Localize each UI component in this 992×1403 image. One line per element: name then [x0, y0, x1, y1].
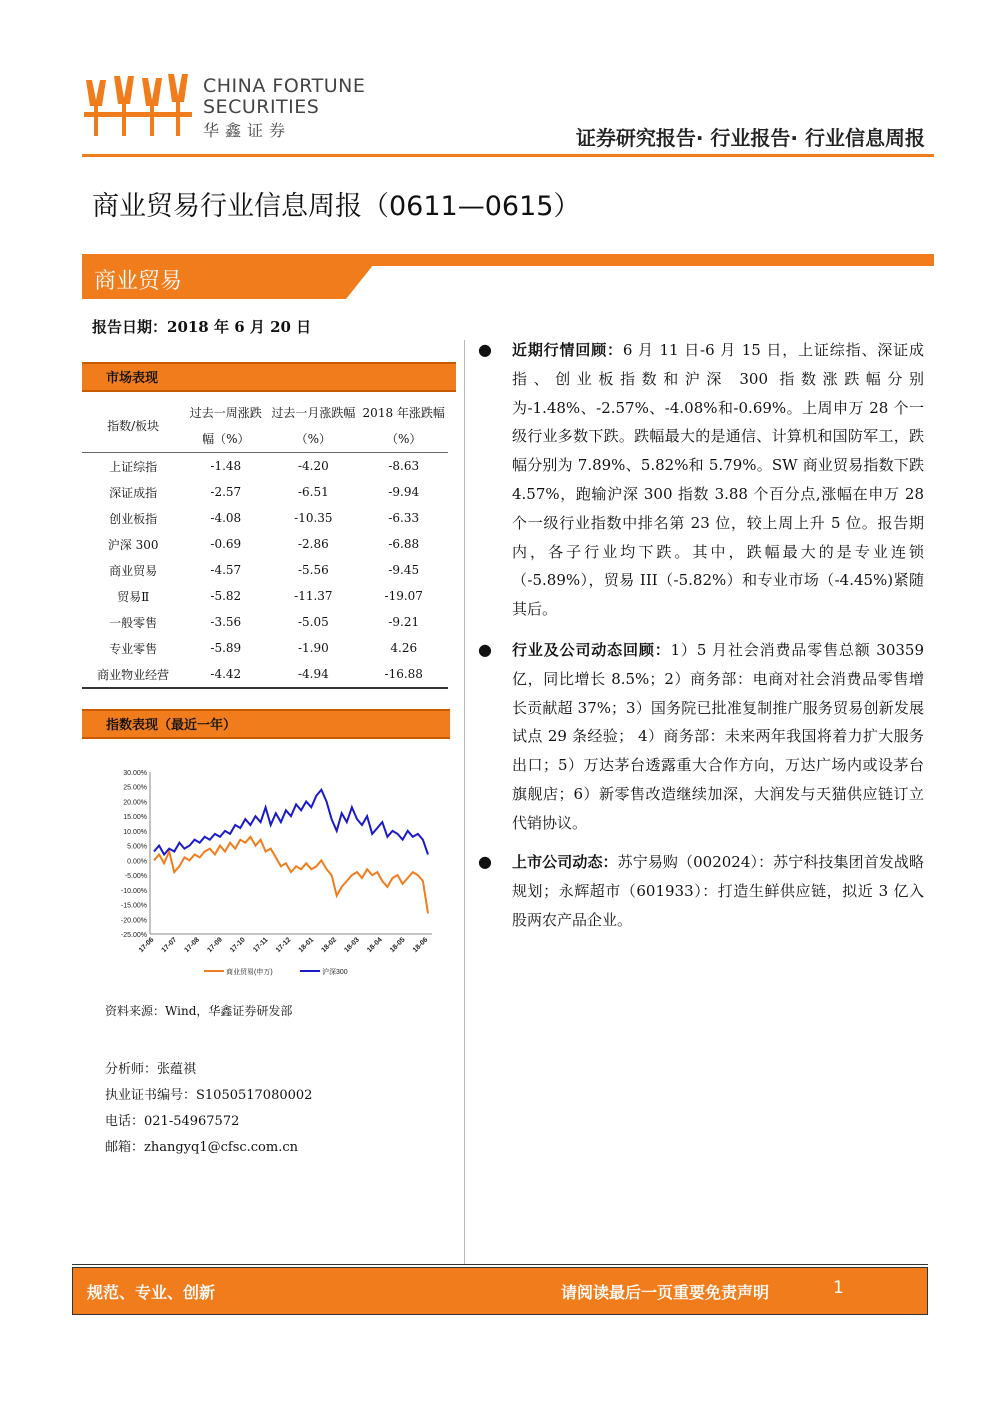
index-name-cell: 上证综指 [109, 459, 158, 474]
value-cell: -5.05 [297, 615, 329, 629]
bullet-market-review [512, 336, 924, 624]
value-cell: -1.90 [297, 641, 329, 655]
legend-label: 沪深300 [322, 969, 348, 976]
sector-label: 商业贸易 [94, 269, 183, 294]
y-tick-label: 15.00% [123, 814, 147, 822]
value-cell: -6.88 [388, 537, 420, 551]
x-tick-label: 17-12 [274, 936, 293, 955]
bullet-icon: ● [478, 640, 492, 659]
analyst-name: 分析师：张蕴祺 [105, 1062, 197, 1077]
brand-en-line2: SECURITIES [203, 96, 320, 118]
column-divider [464, 340, 465, 1265]
disclaimer-notice[interactable]: 请阅读最后一页重要免责声明 [561, 1283, 770, 1302]
value-cell: -3.56 [210, 615, 242, 629]
footer-rule [72, 1264, 928, 1265]
y-tick-label: 25.00% [123, 784, 147, 792]
value-cell: -1.48 [210, 459, 242, 473]
bullet-text: 1）5 月社会消费品零售总额 30359 亿，同比增长 8.5%；2）商务部：电商对社会消费品零售增长贡献超 37%；3）国务院已批准复制推广服务贸易创新发展试点 29 条经验； 4）商务部：未来两年我国将着力扩大服务出口；5）万达茅台透露重大合作方向，万达广场内或设茅台旗舰店；6）新零售改造继续加深，大润发与天猫供应链订立代销协议。 [512, 641, 924, 832]
value-cell: 4.26 [390, 641, 418, 655]
index-name-cell: 商业物业经营 [97, 667, 170, 682]
table-row [82, 505, 448, 531]
x-tick-label: 17-06 [137, 936, 156, 955]
chart-heading: 指数表现（最近一年） [82, 709, 450, 739]
y-tick-label: -20.00% [120, 917, 147, 925]
bullet-label: 近期行情回顾： [512, 341, 623, 359]
header-rule [82, 154, 934, 157]
table-row [82, 453, 448, 480]
legend-label: 商业贸易(申万) [226, 969, 273, 976]
value-cell: -19.07 [384, 589, 423, 603]
page-title: 商业贸易行业信息周报（0611—0615） [92, 191, 581, 222]
y-tick-label: -5.00% [124, 873, 147, 881]
value-cell: -4.42 [210, 667, 242, 681]
value-cell: -9.21 [388, 615, 420, 629]
y-tick-label: 20.00% [123, 799, 147, 807]
value-cell: -16.88 [384, 667, 423, 681]
value-cell: -4.20 [297, 459, 329, 473]
value-cell: -5.89 [210, 641, 242, 655]
bullet-label: 行业及公司动态回顾： [512, 641, 671, 659]
bullet-text: 苏宁易购（002024）：苏宁科技集团首发战略规划；永辉超市（601933）：打造生鲜供应链，拟近 3 亿入股两农产品企业。 [512, 853, 924, 929]
bullet-label: 上市公司动态： [512, 853, 618, 871]
data-source: 资料来源：Wind，华鑫证券研发部 [105, 1004, 293, 1018]
value-cell: -9.45 [388, 563, 420, 577]
index-name-cell: 一般零售 [109, 615, 158, 630]
value-cell: -4.08 [210, 511, 242, 525]
analyst-email[interactable]: 邮箱：zhangyq1@cfsc.com.cn [105, 1140, 299, 1155]
col-header: 过去一月涨跌幅（%） [271, 406, 356, 446]
table-row [82, 531, 448, 557]
value-cell: -0.69 [210, 537, 242, 551]
y-tick-label: -10.00% [120, 887, 147, 895]
index-name-cell: 创业板指 [109, 511, 158, 526]
brand-name-en [203, 76, 365, 118]
value-cell: -11.37 [294, 589, 333, 603]
bullet-text: 6 月 11 日-6 月 15 日，上证综指、深证成指、创业板指数和沪深 300 指数涨跌幅分别为-1.48%、-2.57%、-4.08%和-0.69%。上周申万 28 个一级行业多数下跌。跌幅最大的是通信、计算机和国防军工，跌幅分别为 7.89%、5.82%和 5.79%。SW 商业贸易指数下跌 4.57%，跑输沪深 300 指数 3.88 个百分点,涨幅在申万 28 个一级行业指数中排名第 23 位，较上周上升 5 位。报告期内，各子行业均下跌。其中，跌幅最大的是专业连锁（-5.89%），贸易 III（-5.82%）和专业市场（-4.45%)紧随其后。 [512, 341, 924, 619]
value-cell: -6.51 [297, 485, 329, 499]
table-row [82, 661, 448, 688]
value-cell: -2.86 [297, 537, 329, 551]
company-logo [82, 72, 194, 138]
table-row [82, 479, 448, 505]
y-tick-label: 0.00% [127, 858, 147, 866]
x-tick-label: 17-11 [252, 936, 270, 954]
col-header: 指数/板块 [107, 419, 160, 433]
y-tick-label: -15.00% [120, 902, 147, 910]
x-tick-label: 18-01 [297, 936, 316, 955]
x-tick-label: 18-04 [366, 936, 384, 955]
x-tick-label: 17-08 [183, 936, 202, 955]
x-tick-label: 18-03 [343, 936, 361, 955]
y-tick-label: 10.00% [123, 828, 147, 836]
table-row [82, 557, 448, 583]
value-cell: -4.94 [297, 667, 329, 681]
brand-en-line1: CHINA FORTUNE [203, 75, 366, 97]
bullet-industry-news [512, 636, 924, 838]
x-tick-label: 17-09 [206, 936, 224, 955]
analyst-cert: 执业证书编号：S1050517080002 [105, 1088, 313, 1103]
value-cell: -6.33 [388, 511, 420, 525]
bullet-company-news [512, 848, 924, 934]
bullet-icon: ● [478, 852, 492, 871]
x-tick-label: 17-10 [229, 936, 247, 955]
analyst-phone: 电话：021-54967572 [105, 1114, 240, 1129]
value-cell: -2.57 [210, 485, 242, 499]
x-tick-label: 18-02 [320, 936, 339, 955]
footer-slogan: 规范、专业、创新 [87, 1283, 216, 1302]
index-name-cell: 商业贸易 [109, 563, 158, 578]
x-tick-label: 17-07 [160, 936, 179, 955]
brand-name-cn: 华鑫证券 [203, 121, 292, 140]
table-header-row [82, 400, 448, 453]
value-cell: -5.82 [210, 589, 242, 603]
bullet-icon: ● [478, 340, 492, 359]
x-tick-label: 18-06 [411, 936, 430, 955]
col-header: 2018 年涨跌幅（%） [362, 406, 445, 446]
market-heading: 市场表现 [82, 362, 456, 392]
index-performance-chart [92, 762, 444, 982]
index-name-cell: 专业零售 [109, 641, 158, 656]
x-tick-label: 18-05 [388, 936, 407, 955]
value-cell: -9.94 [388, 485, 420, 499]
value-cell: -5.56 [297, 563, 329, 577]
report-date: 报告日期：2018 年 6 月 20 日 [92, 318, 312, 336]
series-line [154, 837, 428, 914]
table-row [82, 635, 448, 661]
page-number: 1 [833, 1278, 844, 1298]
index-name-cell: 沪深 300 [107, 537, 159, 552]
index-name-cell: 深证成指 [109, 485, 158, 500]
value-cell: -10.35 [294, 511, 333, 525]
value-cell: -4.57 [210, 563, 242, 577]
table-row [82, 609, 448, 635]
report-category: 证券研究报告· 行业报告· 行业信息周报 [575, 126, 925, 150]
market-table [82, 400, 448, 689]
col-header: 过去一周涨跌幅（%） [189, 406, 262, 446]
series-line [154, 790, 428, 855]
y-tick-label: 5.00% [127, 843, 147, 851]
table-row [82, 583, 448, 609]
y-tick-label: -25.00% [120, 932, 147, 939]
value-cell: -8.63 [388, 459, 420, 473]
y-tick-label: 30.00% [123, 770, 147, 777]
index-name-cell: 贸易Ⅱ [117, 589, 150, 604]
footer-bar [72, 1267, 928, 1315]
